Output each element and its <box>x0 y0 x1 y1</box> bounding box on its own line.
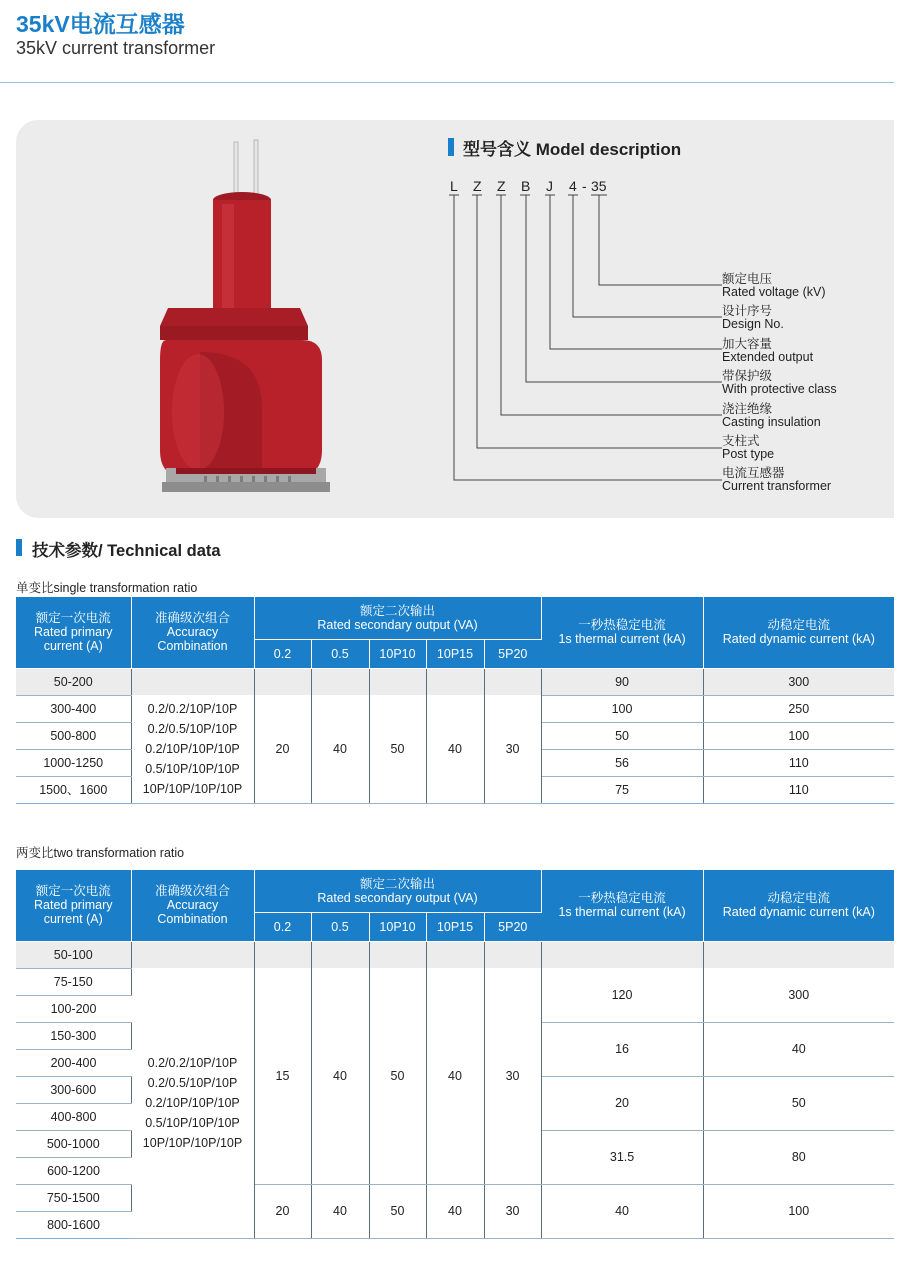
thermal-current-header: 一秒热稳定电流 1s thermal current (kA) <box>541 870 703 941</box>
page-title-cn: 35kV电流互感器 <box>16 11 185 37</box>
secondary-output-header: 额定二次输出 Rated secondary output (VA) <box>254 597 541 639</box>
table-row: 200-400 <box>16 1049 894 1076</box>
table-row: 300-600 20 50 <box>16 1076 894 1103</box>
table-row: 1000-1250 56 110 <box>16 749 894 776</box>
sub-header-10p10: 10P10 <box>369 912 426 941</box>
sub-header-0-5: 0.5 <box>311 639 369 668</box>
model-letter-j: J <box>546 178 553 194</box>
model-letter-dash: - <box>582 178 587 194</box>
table-row: 400-800 <box>16 1103 894 1130</box>
sub-header-0-2: 0.2 <box>254 912 311 941</box>
model-label-design-no: 设计序号 Design No. <box>722 304 784 331</box>
table-row: 75-150 0.2/0.2/10P/10P 0.2/0.5/10P/10P 0.2/10P/10P/10P 0.5/10P/10P/10P 10P/10P/10P/10P 15 40 50 40 30 120 300 <box>16 968 894 995</box>
model-letter-b: B <box>521 178 531 194</box>
model-letter-z1: Z <box>473 178 482 194</box>
single-ratio-table <box>16 597 894 804</box>
primary-current-header: 额定一次电流 Rated primary current (A) <box>16 597 131 668</box>
table-row: 300-400 0.2/0.2/10P/10P 0.2/0.5/10P/10P 0.2/10P/10P/10P 0.5/10P/10P/10P 10P/10P/10P/10P 20 40 50 40 30 100 250 <box>16 695 894 722</box>
double-ratio-caption: 两变比two transformation ratio <box>16 846 185 860</box>
model-label-protective-class: 带保护级 With protective class <box>722 369 837 396</box>
model-label-post-type: 支柱式 Post type <box>722 434 775 461</box>
table-row: 100-200 <box>16 995 894 1022</box>
page-title-en: 35kV current transformer <box>16 38 216 58</box>
table-row: 600-1200 <box>16 1157 894 1184</box>
model-letter-z2: Z <box>497 178 506 194</box>
model-label-current-transformer: 电流互感器 Current transformer <box>722 466 832 493</box>
table-row: 500-800 50 100 <box>16 722 894 749</box>
model-label-rated-voltage: 额定电压 Rated voltage (kV) <box>722 272 826 299</box>
model-label-extended-output: 加大容量 Extended output <box>722 337 814 364</box>
table-row: 800-1600 <box>16 1211 894 1238</box>
table-row: 150-300 16 40 <box>16 1022 894 1049</box>
sub-header-10p15: 10P15 <box>426 639 484 668</box>
title-divider <box>0 82 894 83</box>
model-letter-l: L <box>450 178 458 194</box>
current-transformer-photo <box>130 138 340 500</box>
accuracy-combination-cell: 0.2/0.2/10P/10P 0.2/0.5/10P/10P 0.2/10P/10P/10P 0.5/10P/10P/10P 10P/10P/10P/10P <box>131 968 254 1238</box>
model-description-heading: 型号含义 Model description <box>463 140 682 159</box>
table-row: 750-1500 20 40 50 40 30 40 100 <box>16 1184 894 1211</box>
single-ratio-caption: 单变比single transformation ratio <box>16 581 198 595</box>
sub-header-10p15: 10P15 <box>426 912 484 941</box>
sub-header-0-5: 0.5 <box>311 912 369 941</box>
model-section-marker <box>448 138 454 156</box>
sub-header-5p20: 5P20 <box>484 912 541 941</box>
model-code-diagram <box>440 170 730 490</box>
sub-header-0-2: 0.2 <box>254 639 311 668</box>
thermal-current-header: 一秒热稳定电流 1s thermal current (kA) <box>541 597 703 668</box>
table-row: 500-1000 31.5 80 <box>16 1130 894 1157</box>
table-row: 1500、1600 75 110 <box>16 776 894 803</box>
sub-header-5p20: 5P20 <box>484 639 541 668</box>
model-letter-4: 4 <box>569 178 577 194</box>
accuracy-header: 准确级次组合 Accuracy Combination <box>131 597 254 668</box>
model-letter-35: 35 <box>591 178 607 194</box>
model-label-casting-insulation: 浇注绝缘 Casting insulation <box>722 402 821 429</box>
table-row: 50-100 <box>16 941 894 968</box>
double-ratio-table <box>16 870 894 1239</box>
sub-header-10p10: 10P10 <box>369 639 426 668</box>
dynamic-current-header: 动稳定电流 Rated dynamic current (kA) <box>703 597 894 668</box>
secondary-output-header: 额定二次输出 Rated secondary output (VA) <box>254 870 541 912</box>
table-row: 50-200 90 300 <box>16 668 894 695</box>
accuracy-header: 准确级次组合 Accuracy Combination <box>131 870 254 941</box>
primary-current-header: 额定一次电流 Rated primary current (A) <box>16 870 131 941</box>
technical-data-heading: 技术参数/ Technical data <box>32 542 221 560</box>
tech-section-marker <box>16 539 22 556</box>
accuracy-combination-cell: 0.2/0.2/10P/10P 0.2/0.5/10P/10P 0.2/10P/10P/10P 0.5/10P/10P/10P 10P/10P/10P/10P <box>131 695 254 803</box>
dynamic-current-header: 动稳定电流 Rated dynamic current (kA) <box>703 870 894 941</box>
